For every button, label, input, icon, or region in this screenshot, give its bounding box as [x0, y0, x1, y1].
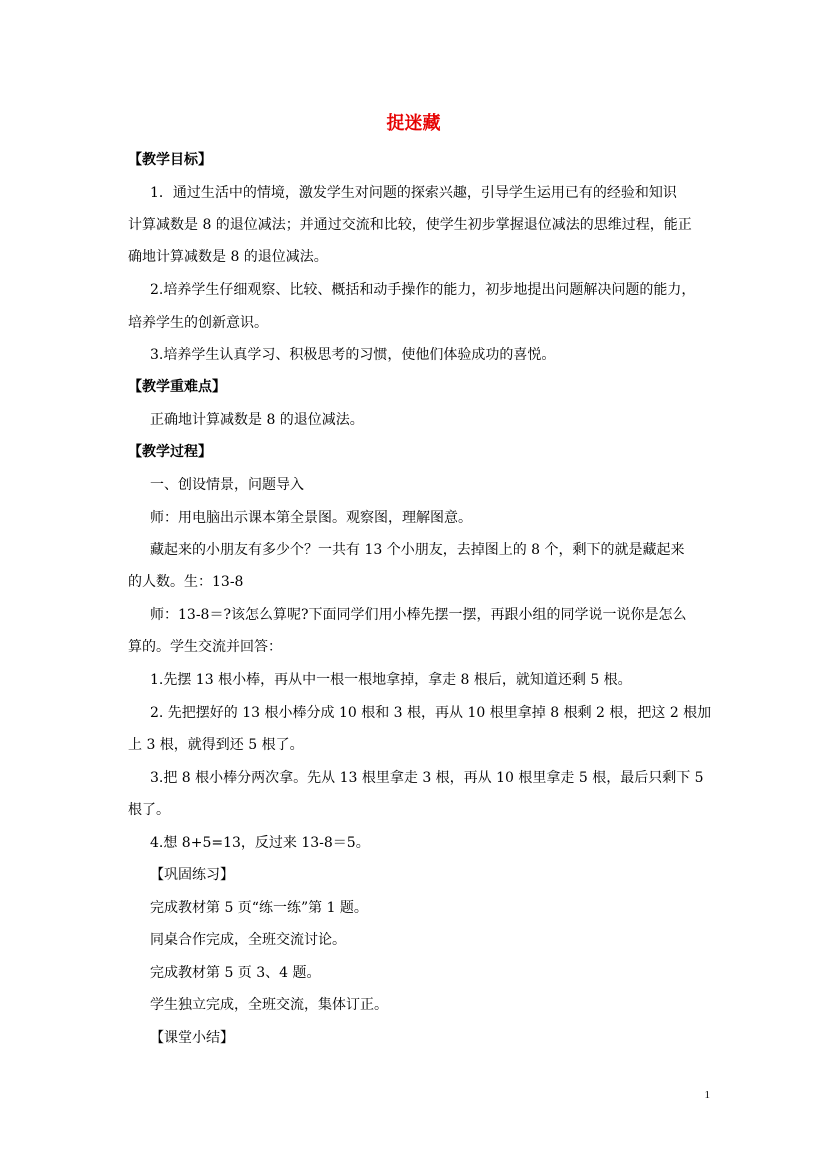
process-line: 一、创设情景，问题导入 [150, 477, 304, 493]
process-line: 1.先摆 13 根小棒，再从中一根一根地拿掉，拿走 8 根后，就知道还剩 5 根。 [150, 672, 632, 688]
process-line: 师：用电脑出示课本第全景图。观察图，理解图意。 [150, 510, 472, 526]
summary-heading: 【课堂小结】 [150, 1030, 234, 1046]
process-line: 4.想 8+5=13，反过来 13-8＝5。 [150, 835, 370, 851]
key-points-text: 正确地计算减数是 8 的退位减法。 [150, 412, 364, 428]
process-line: 根了。 [128, 802, 170, 818]
goal-line-1: 1．通过生活中的情境，激发学生对问题的探索兴趣，引导学生运用已有的经验和知识 [150, 185, 677, 201]
key-points-heading: 【教学重难点】 [128, 379, 226, 395]
process-heading: 【教学过程】 [128, 444, 212, 460]
goal-line-2: 计算减数是 8 的退位减法；并通过交流和比较，使学生初步掌握退位减法的思维过程，能正 [128, 217, 692, 233]
page-number: 1 [704, 1089, 710, 1101]
process-line: 藏起来的小朋友有多少个？一共有 13 个小朋友，去掉图上的 8 个，剩下的就是藏起来 [150, 542, 685, 558]
goals-heading: 【教学目标】 [128, 152, 212, 168]
process-line: 同桌合作完成，全班交流讨论。 [150, 932, 346, 948]
goal-line-5: 培养学生的创新意识。 [128, 315, 268, 331]
document-title: 捉迷藏 [386, 113, 441, 134]
practice-heading: 【巩固练习】 [150, 867, 234, 883]
process-line: 3.把 8 根小棒分两次拿。先从 13 根里拿走 3 根，再从 10 根里拿走 5 根，最后只剩下 5 [150, 770, 704, 786]
goal-line-4: 2.培养学生仔细观察、比较、概括和动手操作的能力，初步地提出问题解决问题的能力， [150, 282, 696, 298]
process-line: 师：13-8＝?该怎么算呢?下面同学们用小棒先摆一摆，再跟小组的同学说一说你是怎么 [150, 607, 687, 623]
process-line: 学生独立完成，全班交流，集体订正。 [150, 997, 388, 1013]
process-line: 的人数。生：13-8 [128, 574, 244, 590]
process-line: 完成教材第 5 页“练一练”第 1 题。 [150, 900, 368, 916]
process-line: 上 3 根，就得到还 5 根了。 [128, 737, 304, 753]
process-line: 算的。学生交流并回答： [128, 639, 282, 655]
process-line: 完成教材第 5 页 3、4 题。 [150, 965, 321, 981]
goal-line-3: 确地计算减数是 8 的退位减法。 [128, 249, 328, 265]
goal-line-6: 3.培养学生认真学习、积极思考的习惯，使他们体验成功的喜悦。 [150, 347, 556, 363]
process-line: 2. 先把摆好的 13 根小棒分成 10 根和 3 根，再从 10 根里拿掉 8 根剩 2 根，把这 2 根加 [150, 705, 712, 721]
